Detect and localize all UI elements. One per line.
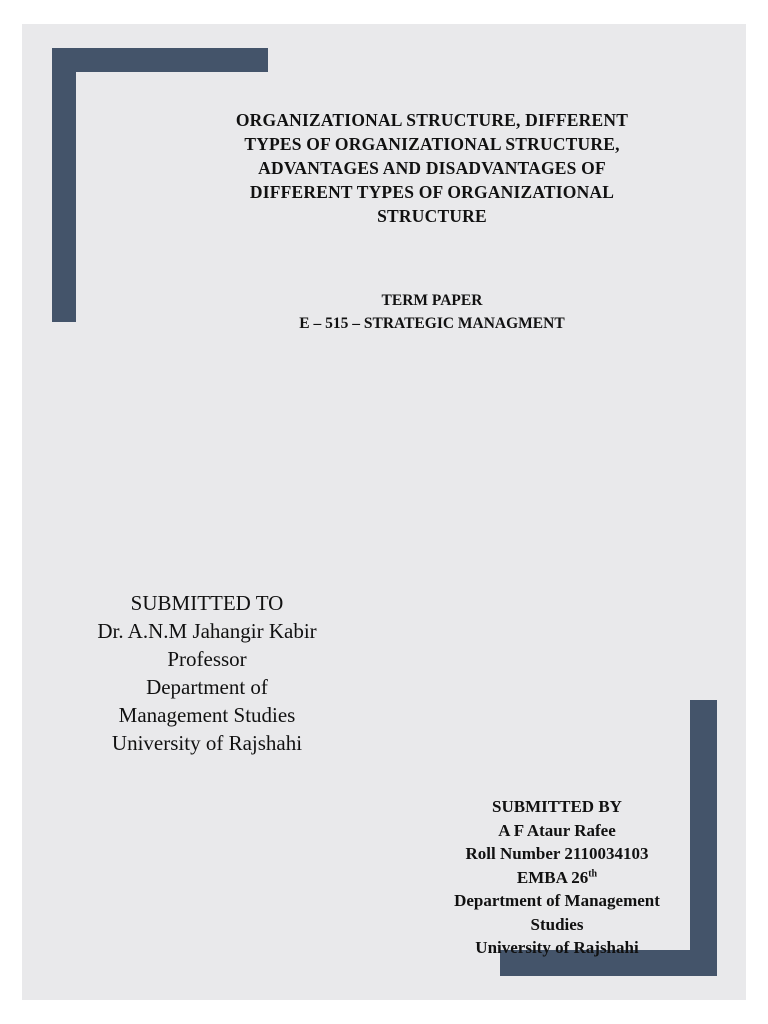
submitted-to-section bbox=[47, 589, 367, 757]
supervisor-position: Professor bbox=[167, 647, 247, 671]
top-left-horizontal-bar bbox=[52, 48, 268, 72]
cover-page bbox=[22, 24, 746, 1000]
supervisor-department: Department of bbox=[146, 675, 268, 699]
title-line: DIFFERENT TYPES OF ORGANIZATIONAL bbox=[249, 182, 615, 202]
paper-type: TERM PAPER bbox=[381, 292, 483, 309]
supervisor-university: University of Rajshahi bbox=[111, 731, 303, 755]
title-line: ORGANIZATIONAL STRUCTURE, DIFFERENT bbox=[235, 110, 629, 130]
student-department: Department of Management bbox=[454, 891, 660, 910]
student-name: A F Ataur Rafee bbox=[498, 820, 616, 840]
top-left-vertical-bar bbox=[52, 48, 76, 322]
supervisor-department-cont: Management Studies bbox=[118, 703, 296, 727]
paper-info bbox=[202, 289, 662, 335]
title-line: STRUCTURE bbox=[377, 206, 487, 226]
title-line: ADVANTAGES AND DISADVANTAGES OF bbox=[258, 158, 606, 178]
submitted-by-heading: SUBMITTED BY bbox=[492, 797, 622, 816]
student-university: University of Rajshahi bbox=[475, 938, 639, 957]
paper-title bbox=[162, 108, 702, 228]
supervisor-name: Dr. A.N.M Jahangir Kabir bbox=[97, 619, 317, 643]
submitted-by-section bbox=[407, 795, 707, 960]
submitted-to-heading: SUBMITTED TO bbox=[130, 591, 284, 615]
title-line: TYPES OF ORGANIZATIONAL STRUCTURE, bbox=[244, 134, 620, 154]
program-ordinal-suffix: th bbox=[588, 867, 598, 879]
student-department-cont: Studies bbox=[530, 914, 584, 934]
program bbox=[407, 866, 707, 890]
course-name: E – 515 – STRATEGIC MANAGMENT bbox=[299, 315, 565, 332]
program-name: EMBA 26 bbox=[516, 867, 589, 887]
roll-number: Roll Number 2110034103 bbox=[465, 844, 649, 863]
